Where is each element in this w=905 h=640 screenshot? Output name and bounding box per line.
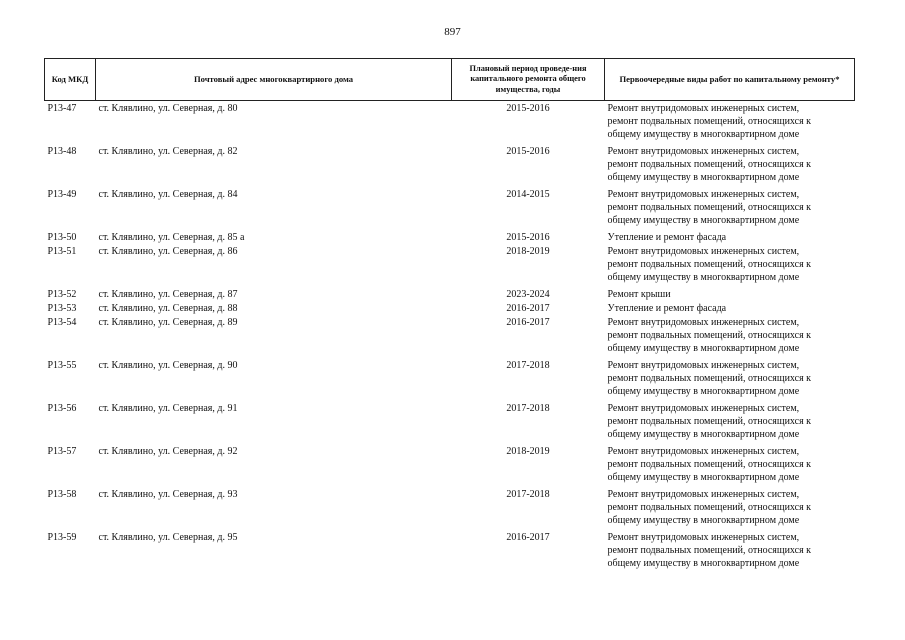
- works-line: общему имуществу в многоквартирном доме: [607, 558, 800, 569]
- works-line: общему имуществу в многоквартирном доме: [607, 386, 800, 397]
- works-line: общему имуществу в многоквартирном доме: [607, 343, 800, 354]
- row-period: 2018-2019: [506, 246, 550, 257]
- works-line: Утепление и ремонт фасада: [607, 232, 727, 243]
- row-address: ст. Клявлино, ул. Северная, д. 82: [98, 146, 238, 157]
- row-works: [605, 358, 855, 401]
- row-code: Р13-59: [47, 532, 77, 543]
- row-period: 2017-2018: [506, 489, 550, 500]
- table-row: [45, 315, 855, 358]
- works-line: общему имуществу в многоквартирном доме: [607, 172, 800, 183]
- works-line: общему имуществу в многоквартирном доме: [607, 129, 800, 140]
- row-address: ст. Клявлино, ул. Северная, д. 90: [98, 360, 238, 371]
- page-number: 897: [444, 26, 461, 38]
- works-line: Ремонт внутридомовых инженерных систем,: [607, 360, 800, 371]
- row-address: ст. Клявлино, ул. Северная, д. 87: [98, 289, 238, 300]
- works-line: общему имуществу в многоквартирном доме: [607, 472, 800, 483]
- row-address: ст. Клявлино, ул. Северная, д. 86: [98, 246, 238, 257]
- row-code: Р13-58: [47, 489, 77, 500]
- header-row: [45, 59, 855, 101]
- row-period: 2015-2016: [506, 146, 550, 157]
- row-address: ст. Клявлино, ул. Северная, д. 91: [98, 403, 238, 414]
- table-header: [45, 59, 855, 101]
- row-works: [605, 301, 855, 315]
- works-line: Ремонт внутридомовых инженерных систем,: [607, 189, 800, 200]
- works-line: Ремонт внутридомовых инженерных систем,: [607, 103, 800, 114]
- row-works: [605, 287, 855, 301]
- row-address: ст. Клявлино, ул. Северная, д. 84: [98, 189, 238, 200]
- header-period: Плановый период проведе-ния капитального ремонта общего имущества, годы: [452, 59, 605, 101]
- row-code: Р13-51: [47, 246, 77, 257]
- row-address: ст. Клявлино, ул. Северная, д. 88: [98, 303, 238, 314]
- table-row: [45, 358, 855, 401]
- row-works: [605, 315, 855, 358]
- row-works: [605, 401, 855, 444]
- row-period: 2016-2017: [506, 532, 550, 543]
- row-code: Р13-54: [47, 317, 77, 328]
- works-line: Ремонт внутридомовых инженерных систем,: [607, 146, 800, 157]
- works-line: ремонт подвальных помещений, относящихся к: [607, 202, 812, 213]
- row-address: ст. Клявлино, ул. Северная, д. 93: [98, 489, 238, 500]
- row-address: ст. Клявлино, ул. Северная, д. 95: [98, 532, 238, 543]
- table-body: [45, 101, 855, 574]
- table-row: [45, 230, 855, 244]
- row-address: ст. Клявлино, ул. Северная, д. 92: [98, 446, 238, 457]
- row-period: 2018-2019: [506, 446, 550, 457]
- row-works: [605, 487, 855, 530]
- works-line: ремонт подвальных помещений, относящихся к: [607, 502, 812, 513]
- row-period: 2015-2016: [506, 232, 550, 243]
- row-address: ст. Клявлино, ул. Северная, д. 80: [98, 103, 238, 114]
- works-line: ремонт подвальных помещений, относящихся к: [607, 373, 812, 384]
- row-works: [605, 101, 855, 145]
- row-code: Р13-48: [47, 146, 77, 157]
- works-line: ремонт подвальных помещений, относящихся к: [607, 545, 812, 556]
- works-line: ремонт подвальных помещений, относящихся к: [607, 459, 812, 470]
- table-row: [45, 444, 855, 487]
- row-code: Р13-52: [47, 289, 77, 300]
- works-line: ремонт подвальных помещений, относящихся к: [607, 416, 812, 427]
- row-period: 2015-2016: [506, 103, 550, 114]
- works-line: общему имуществу в многоквартирном доме: [607, 272, 800, 283]
- table-row: [45, 144, 855, 187]
- works-line: общему имуществу в многоквартирном доме: [607, 215, 800, 226]
- row-period: 2017-2018: [506, 403, 550, 414]
- works-line: общему имуществу в многоквартирном доме: [607, 429, 800, 440]
- row-code: Р13-47: [47, 103, 77, 114]
- works-line: Утепление и ремонт фасада: [607, 303, 727, 314]
- row-works: [605, 244, 855, 287]
- table-row: [45, 487, 855, 530]
- row-works: [605, 187, 855, 230]
- table-row: [45, 301, 855, 315]
- header-address: Почтовый адрес многоквартирного дома: [96, 59, 452, 101]
- table-row: [45, 244, 855, 287]
- row-code: Р13-53: [47, 303, 77, 314]
- row-period: 2023-2024: [506, 289, 550, 300]
- works-line: Ремонт внутридомовых инженерных систем,: [607, 317, 800, 328]
- row-works: [605, 444, 855, 487]
- works-line: ремонт подвальных помещений, относящихся к: [607, 330, 812, 341]
- table-row: [45, 287, 855, 301]
- row-address: ст. Клявлино, ул. Северная, д. 89: [98, 317, 238, 328]
- works-line: ремонт подвальных помещений, относящихся к: [607, 116, 812, 127]
- row-period: 2016-2017: [506, 317, 550, 328]
- table-row: [45, 187, 855, 230]
- row-code: Р13-50: [47, 232, 77, 243]
- table-row: [45, 401, 855, 444]
- works-line: ремонт подвальных помещений, относящихся к: [607, 159, 812, 170]
- works-line: Ремонт внутридомовых инженерных систем,: [607, 446, 800, 457]
- header-code: Код МКД: [45, 59, 96, 101]
- row-works: [605, 230, 855, 244]
- capital-repair-table: [44, 58, 855, 573]
- works-line: Ремонт внутридомовых инженерных систем,: [607, 246, 800, 257]
- table-row: [45, 530, 855, 573]
- row-period: 2016-2017: [506, 303, 550, 314]
- row-period: 2014-2015: [506, 189, 550, 200]
- works-line: Ремонт внутридомовых инженерных систем,: [607, 403, 800, 414]
- row-works: [605, 530, 855, 573]
- table-row: [45, 101, 855, 145]
- works-line: Ремонт внутридомовых инженерных систем,: [607, 532, 800, 543]
- header-works: Первоочередные виды работ по капитальному ремонту*: [605, 59, 855, 101]
- row-period: 2017-2018: [506, 360, 550, 371]
- works-line: ремонт подвальных помещений, относящихся к: [607, 259, 812, 270]
- works-line: общему имуществу в многоквартирном доме: [607, 515, 800, 526]
- row-address: ст. Клявлино, ул. Северная, д. 85 а: [98, 232, 245, 243]
- row-code: Р13-56: [47, 403, 77, 414]
- row-code: Р13-57: [47, 446, 77, 457]
- row-code: Р13-49: [47, 189, 77, 200]
- row-works: [605, 144, 855, 187]
- row-code: Р13-55: [47, 360, 77, 371]
- works-line: Ремонт внутридомовых инженерных систем,: [607, 489, 800, 500]
- works-line: Ремонт крыши: [607, 289, 671, 300]
